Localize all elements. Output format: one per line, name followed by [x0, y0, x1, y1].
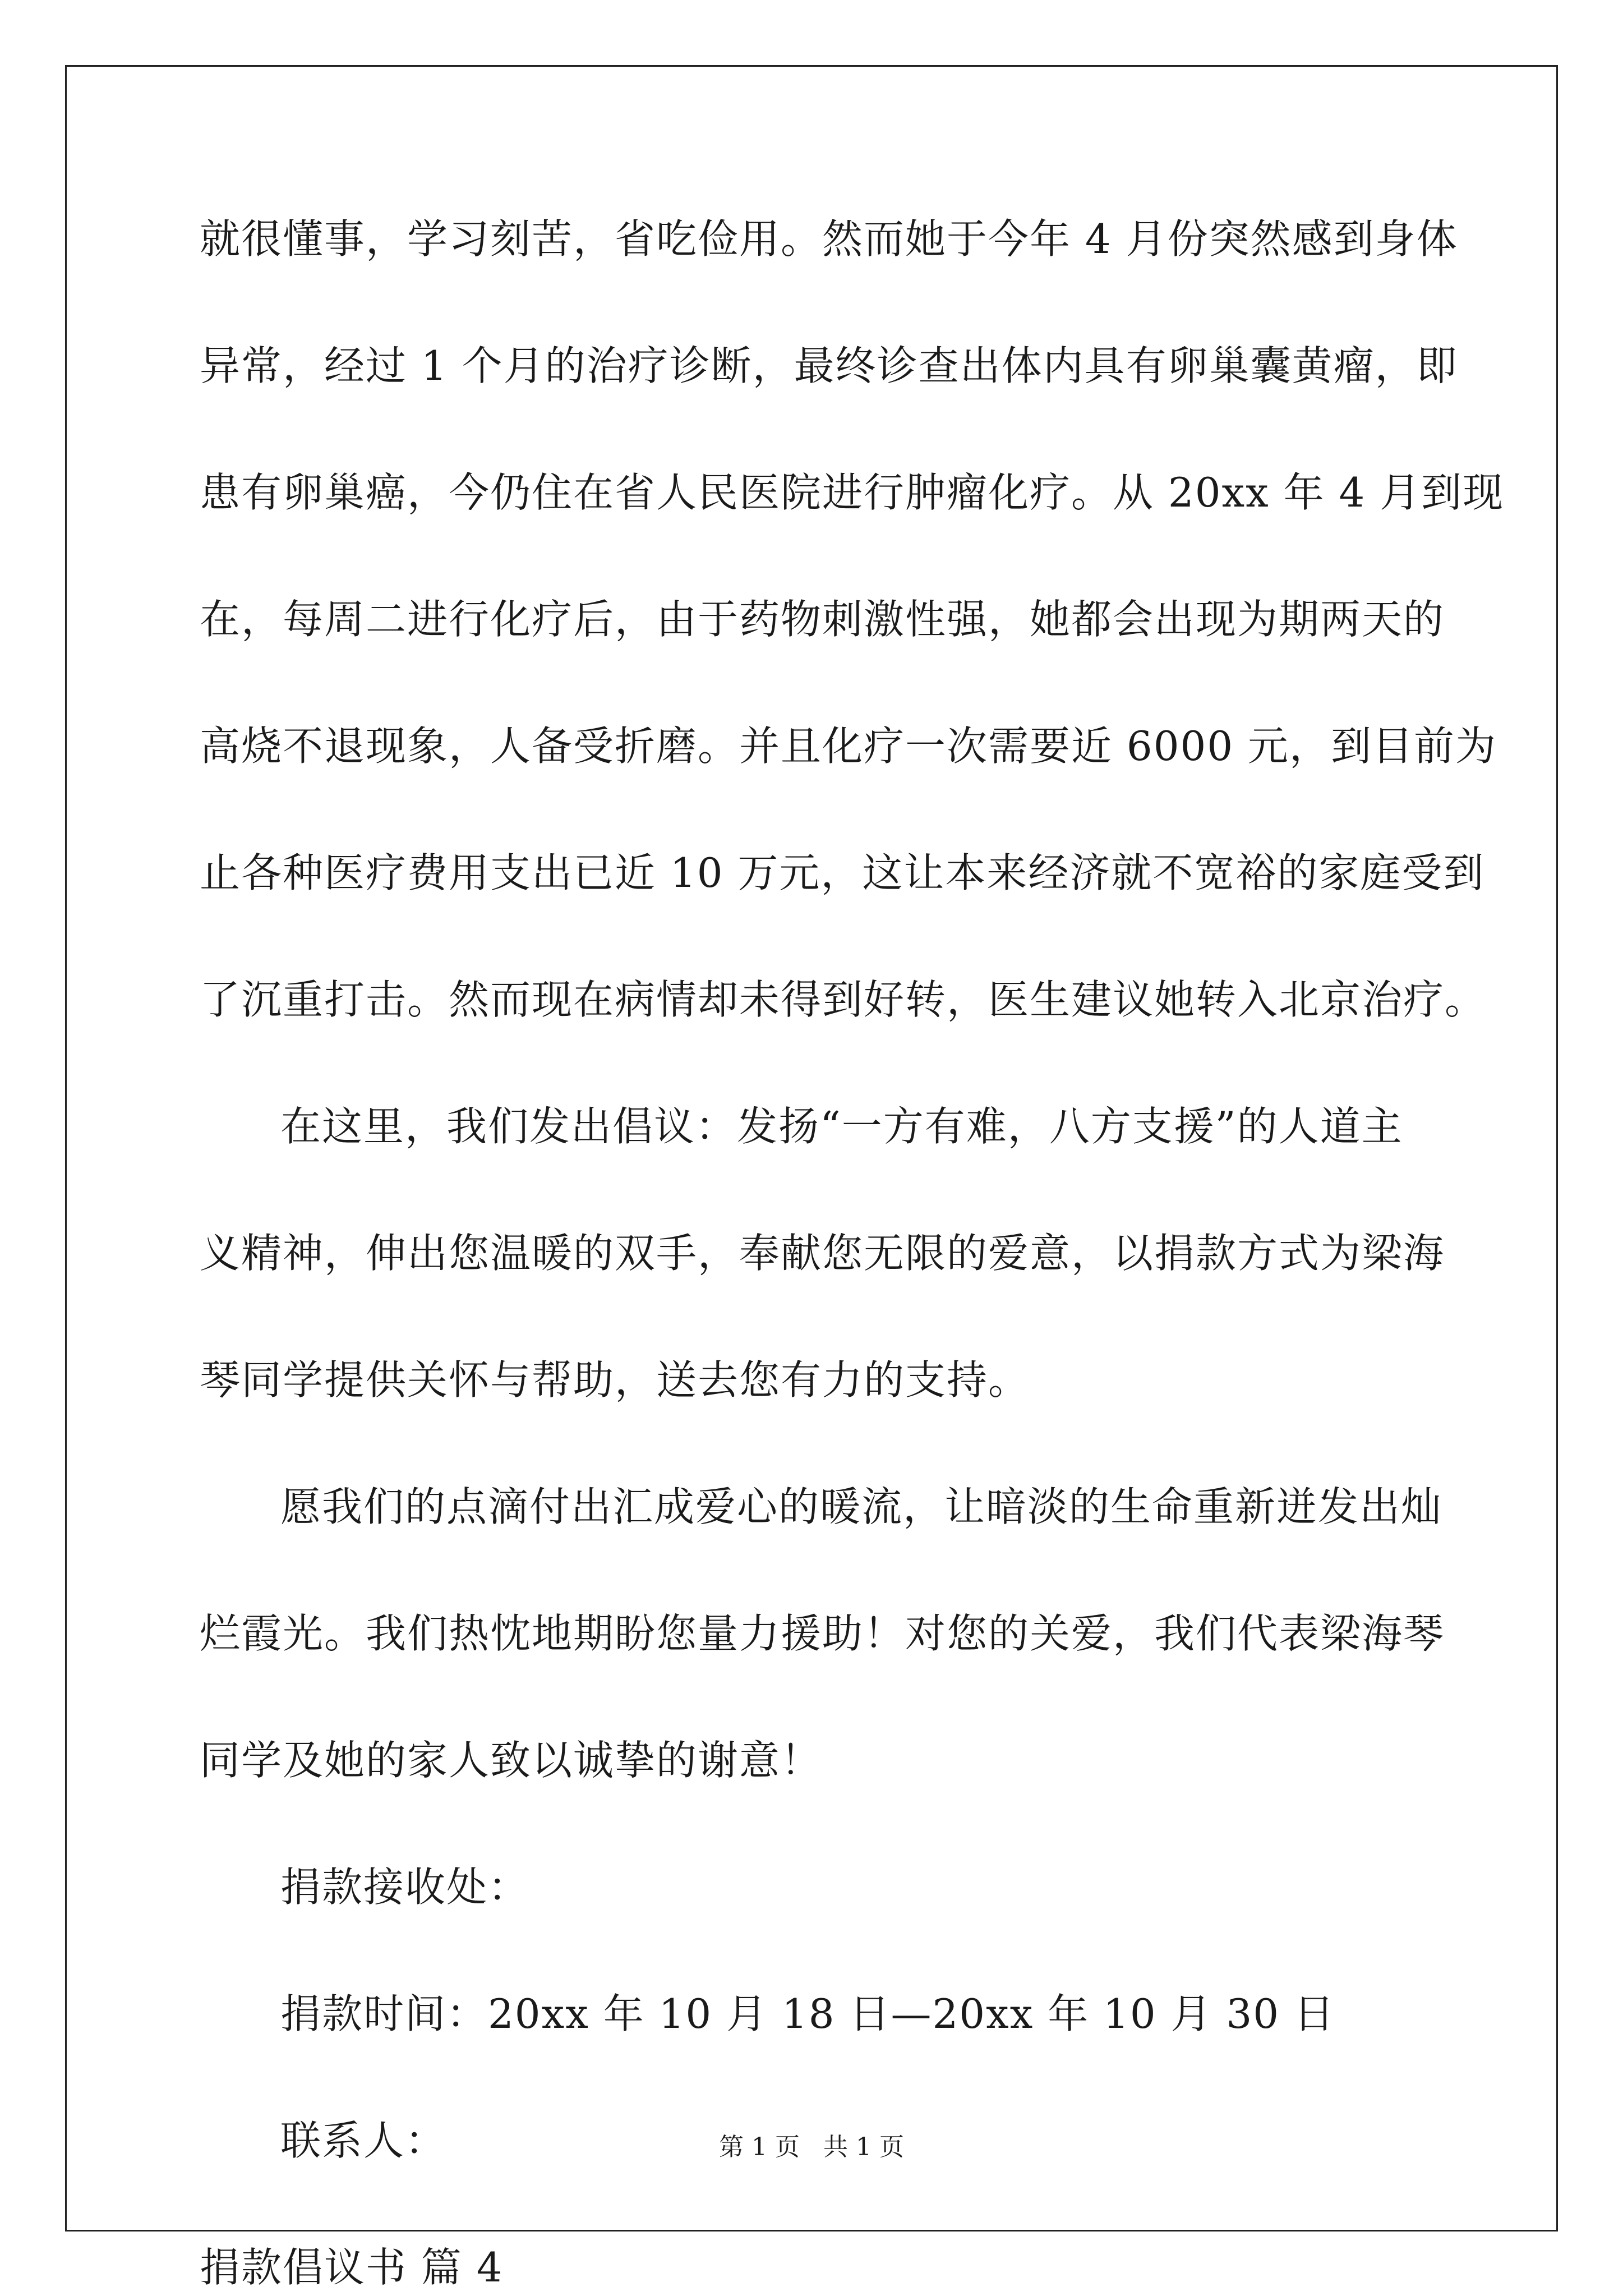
paragraph-line: 异常，经过 1 个月的治疗诊断，最终诊查出体内具有卵巢囊黄瘤，即: [200, 342, 1458, 389]
paragraph-line: 患有卵巢癌，今仍住在省人民医院进行肿瘤化疗。从 20xx 年 4 月到现: [200, 469, 1505, 516]
donation-location-label: 捐款接收处：: [280, 1864, 530, 1911]
paragraph-line: 在这里，我们发出倡议：发扬“一方有难，八方支援”的人道主: [280, 1103, 1403, 1150]
paragraph-line: 愿我们的点滴付出汇成爱心的暖流，让暗淡的生命重新迸发出灿: [280, 1483, 1443, 1530]
paragraph-line: 烂霞光。我们热忱地期盼您量力援助！对您的关爱，我们代表梁海琴: [200, 1610, 1445, 1657]
paragraph-line: 了沉重打击。然而现在病情却未得到好转，医生建议她转入北京治疗。: [200, 976, 1487, 1023]
page-number-footer: 第 1 页 共 1 页: [719, 2133, 904, 2161]
contact-label: 联系人：: [280, 2117, 447, 2164]
paragraph-line: 同学及她的家人致以诚挚的谢意！: [200, 1737, 823, 1784]
paragraph-line: 就很懂事，学习刻苦，省吃俭用。然而她于今年 4 月份突然感到身体: [200, 215, 1458, 263]
paragraph-line: 义精神，伸出您温暖的双手，奉献您无限的爱意，以捐款方式为梁海: [200, 1230, 1445, 1277]
paragraph-line: 止各种医疗费用支出已近 10 万元，这让本来经济就不宽裕的家庭受到: [200, 849, 1485, 896]
paragraph-line: 琴同学提供关怀与帮助，送去您有力的支持。: [200, 1356, 1030, 1404]
section-heading: 捐款倡议书 篇 4: [200, 2244, 504, 2291]
paragraph-line: 在，每周二进行化疗后，由于药物刺激性强，她都会出现为期两天的: [200, 596, 1445, 643]
donation-time-line: 捐款时间：20xx 年 10 月 18 日—20xx 年 10 月 30 日: [280, 1990, 1335, 2037]
paragraph-line: 高烧不退现象，人备受折磨。并且化疗一次需要近 6000 元，到目前为: [200, 723, 1497, 770]
